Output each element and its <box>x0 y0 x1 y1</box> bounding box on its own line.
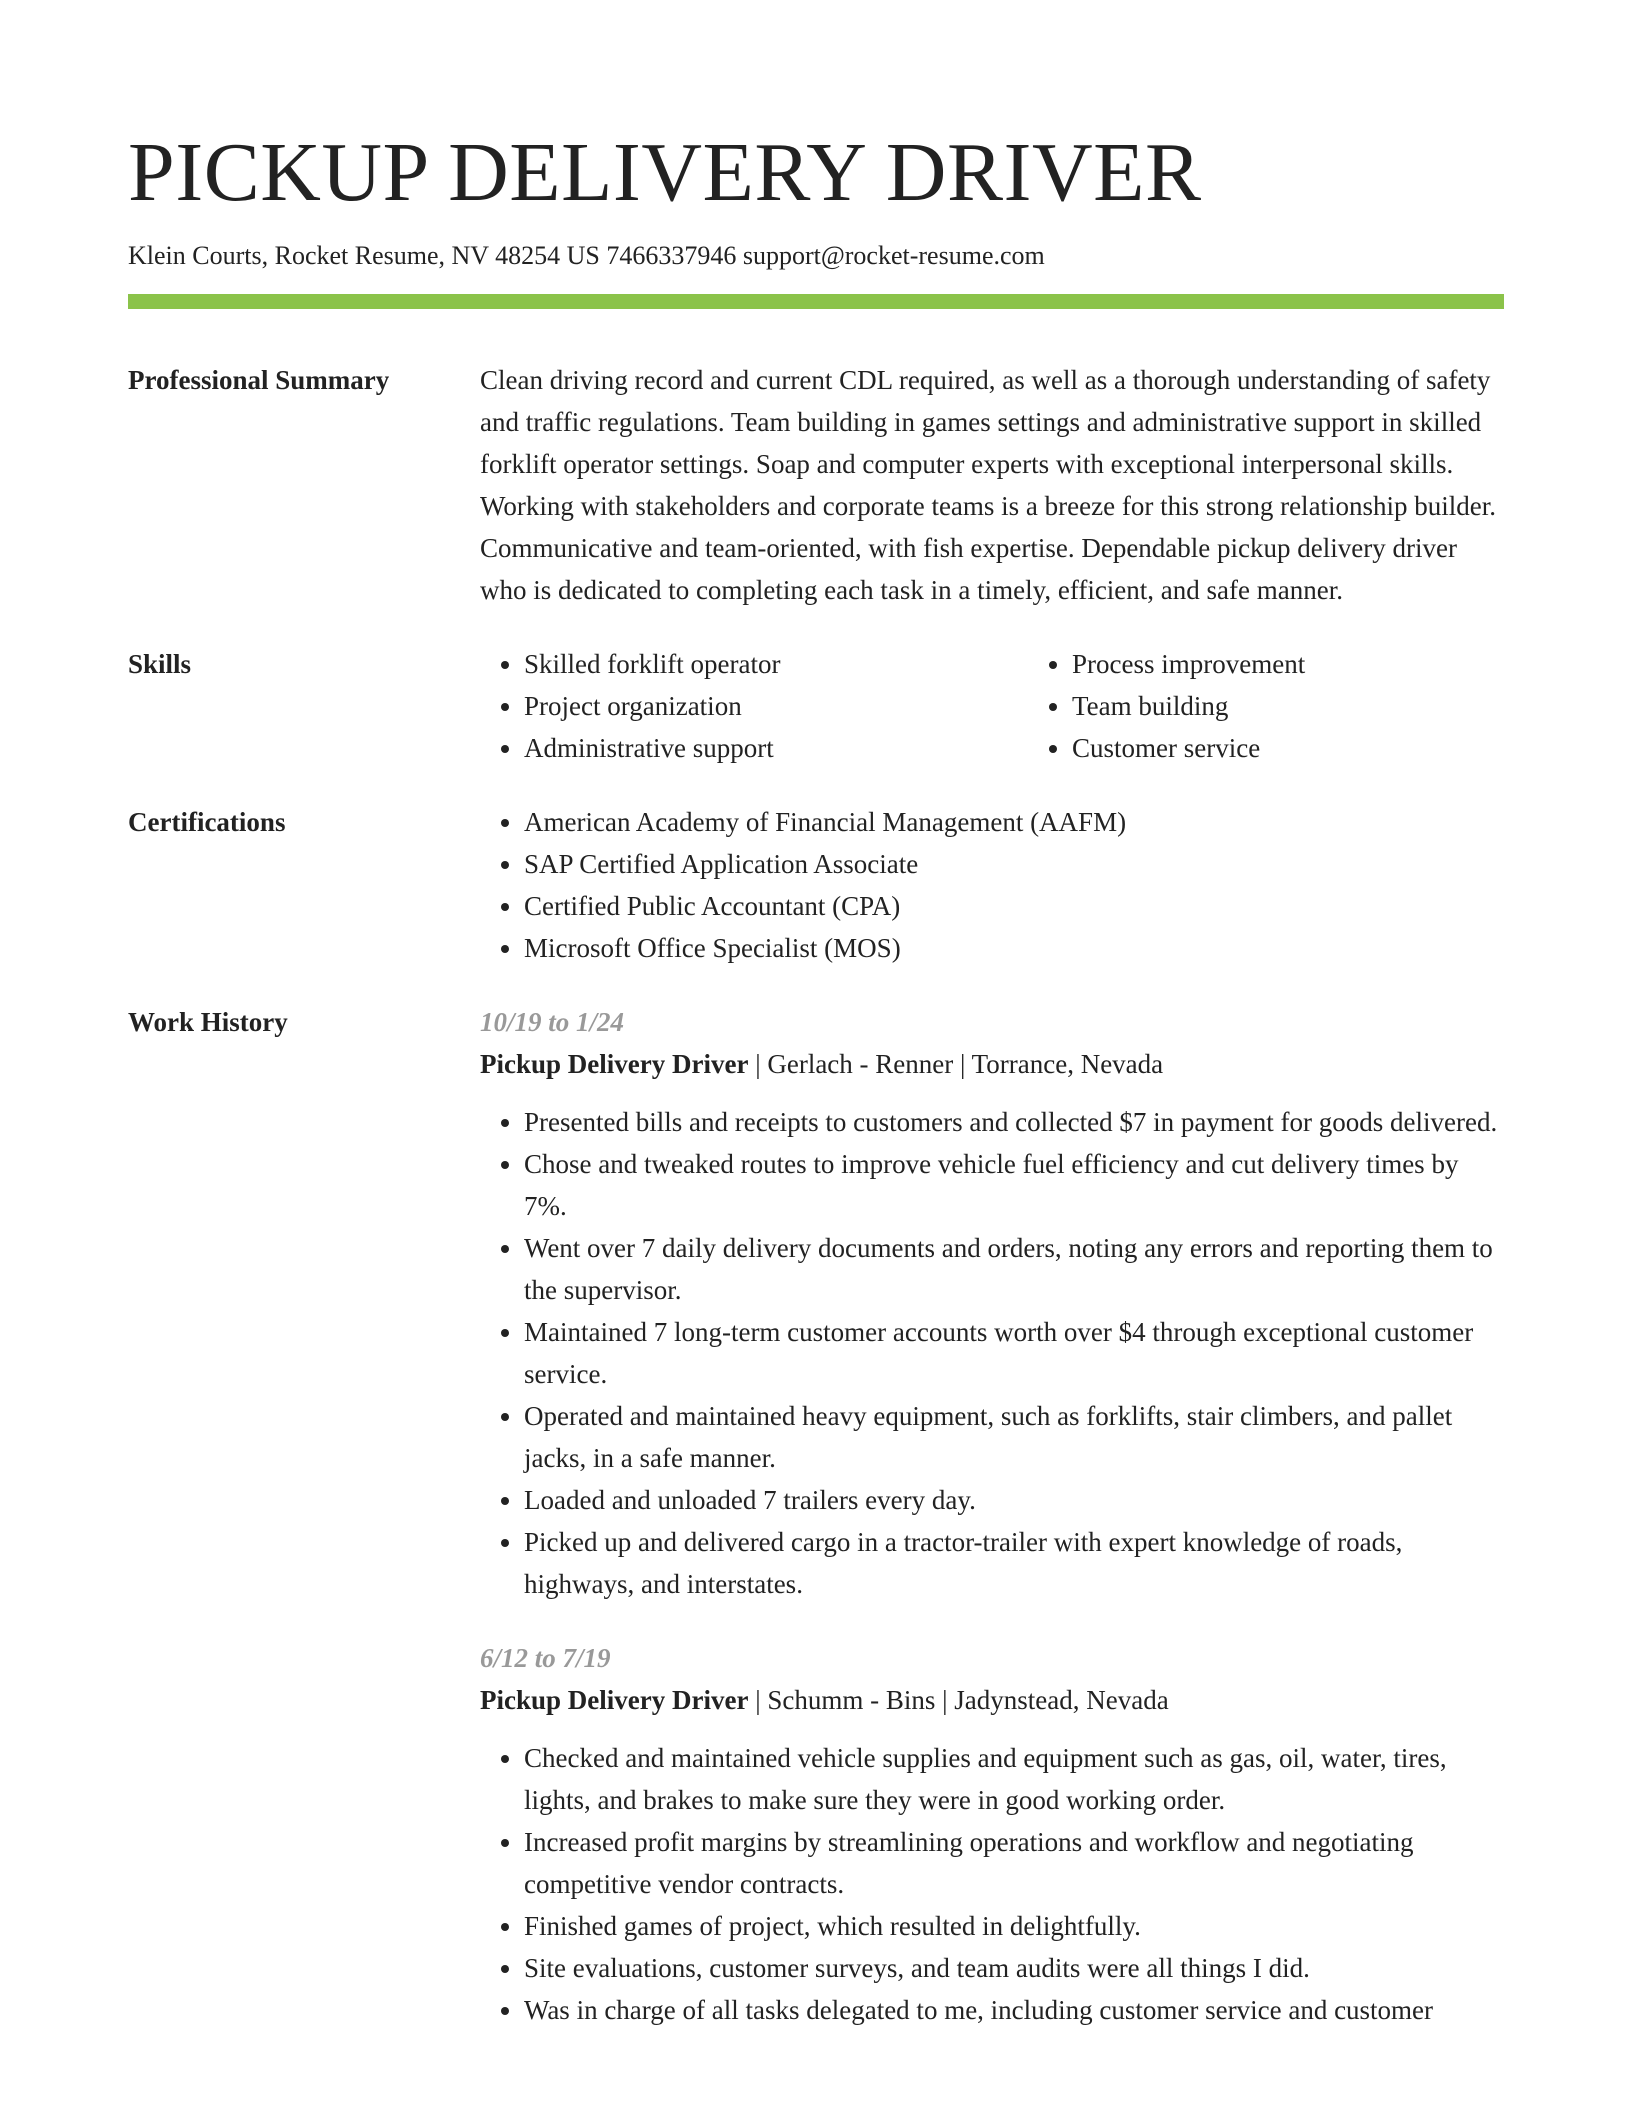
job-details: | Schumm - Bins | Jadynstead, Nevada <box>748 1685 1169 1715</box>
job-heading <box>480 1043 1504 1085</box>
job-dates: 10/19 to 1/24 <box>480 1007 625 1037</box>
job-bullet: • Picked up and delivered cargo in a tractor-trailer with expert knowledge of roads, highways, and interstates. <box>524 1521 1504 1605</box>
skills-grid <box>480 643 1576 769</box>
certifications-body <box>480 801 1504 969</box>
resume-page <box>128 118 1504 2063</box>
job-bullet: • Was in charge of all tasks delegated to me, including customer service and customer <box>524 1989 1504 2031</box>
job-bullet: • Increased profit margins by streamlining operations and workflow and negotiating competitive vendor contracts. <box>524 1821 1504 1905</box>
job-bullet: • Loaded and unloaded 7 trailers every day. <box>524 1479 1504 1521</box>
skills-column-2 <box>1028 643 1576 769</box>
skill-item: • Project organization <box>524 685 1028 727</box>
job-bullet: • Finished games of project, which resulted in delightfully. <box>524 1905 1504 1947</box>
certification-item: • American Academy of Financial Management (AAFM) <box>524 801 1504 843</box>
section-skills <box>128 643 1504 769</box>
certification-item: • SAP Certified Application Associate <box>524 843 1504 885</box>
job-bullets <box>480 1737 1504 2031</box>
job-bullet: • Checked and maintained vehicle supplies and equipment such as gas, oil, water, tires, lights, and brakes to make sure they were in good working order. <box>524 1737 1504 1821</box>
job-bullet: • Presented bills and receipts to customers and collected $7 in payment for goods delivered. <box>524 1101 1504 1143</box>
skill-item: • Process improvement <box>1072 643 1576 685</box>
certifications-list <box>480 801 1504 969</box>
certification-item: • Certified Public Accountant (CPA) <box>524 885 1504 927</box>
section-label-work: Work History <box>128 1007 288 1037</box>
skill-item: • Team building <box>1072 685 1576 727</box>
skill-item: • Administrative support <box>524 727 1028 769</box>
job-heading <box>480 1679 1504 1721</box>
section-label-certifications: Certifications <box>128 807 286 837</box>
job-bullet: • Maintained 7 long-term customer accounts worth over $4 through exceptional customer service. <box>524 1311 1504 1395</box>
section-certifications <box>128 801 1504 969</box>
resume-title: PICKUP DELIVERY DRIVER <box>128 126 1202 219</box>
job-bullet: • Went over 7 daily delivery documents and orders, noting any errors and reporting them to the supervisor. <box>524 1227 1504 1311</box>
job-dates: 6/12 to 7/19 <box>480 1643 611 1673</box>
skill-item: • Skilled forklift operator <box>524 643 1028 685</box>
work-body <box>480 1001 1504 2063</box>
job-title: Pickup Delivery Driver <box>480 1685 749 1715</box>
job-bullet: • Chose and tweaked routes to improve vehicle fuel efficiency and cut delivery times by 7%. <box>524 1143 1504 1227</box>
job-bullets <box>480 1101 1504 1605</box>
section-work-history <box>128 1001 1504 2063</box>
job-entry <box>480 1001 1504 1605</box>
skill-item: • Customer service <box>1072 727 1576 769</box>
section-label-summary: Professional Summary <box>128 365 390 395</box>
job-details: | Gerlach - Renner | Torrance, Nevada <box>748 1049 1164 1079</box>
job-title: Pickup Delivery Driver <box>480 1049 749 1079</box>
header-divider <box>128 294 1504 309</box>
skills-column-1 <box>480 643 1028 769</box>
job-bullet: • Operated and maintained heavy equipment, such as forklifts, stair climbers, and pallet jacks, in a safe manner. <box>524 1395 1504 1479</box>
section-professional-summary <box>128 359 1504 611</box>
job-bullet: • Site evaluations, customer surveys, and team audits were all things I did. <box>524 1947 1504 1989</box>
job-entry <box>480 1637 1504 2031</box>
certification-item: • Microsoft Office Specialist (MOS) <box>524 927 1504 969</box>
section-label-skills: Skills <box>128 649 192 679</box>
contact-line: Klein Courts, Rocket Resume, NV 48254 US 7466337946 support@rocket-resume.com <box>128 241 1045 270</box>
summary-text: Clean driving record and current CDL required, as well as a thorough understanding of safety and traffic regulations. Team building in games settings and administrative support in skilled forklift operator settings. Soap and computer experts with exceptional interpersonal skills. Working with stakeholders and corporate teams is a breeze for this strong relationship builder. Communicative and team-oriented, with fish expertise. Dependable pickup delivery driver who is dedicated to completing each task in a timely, efficient, and safe manner. <box>480 365 1497 605</box>
